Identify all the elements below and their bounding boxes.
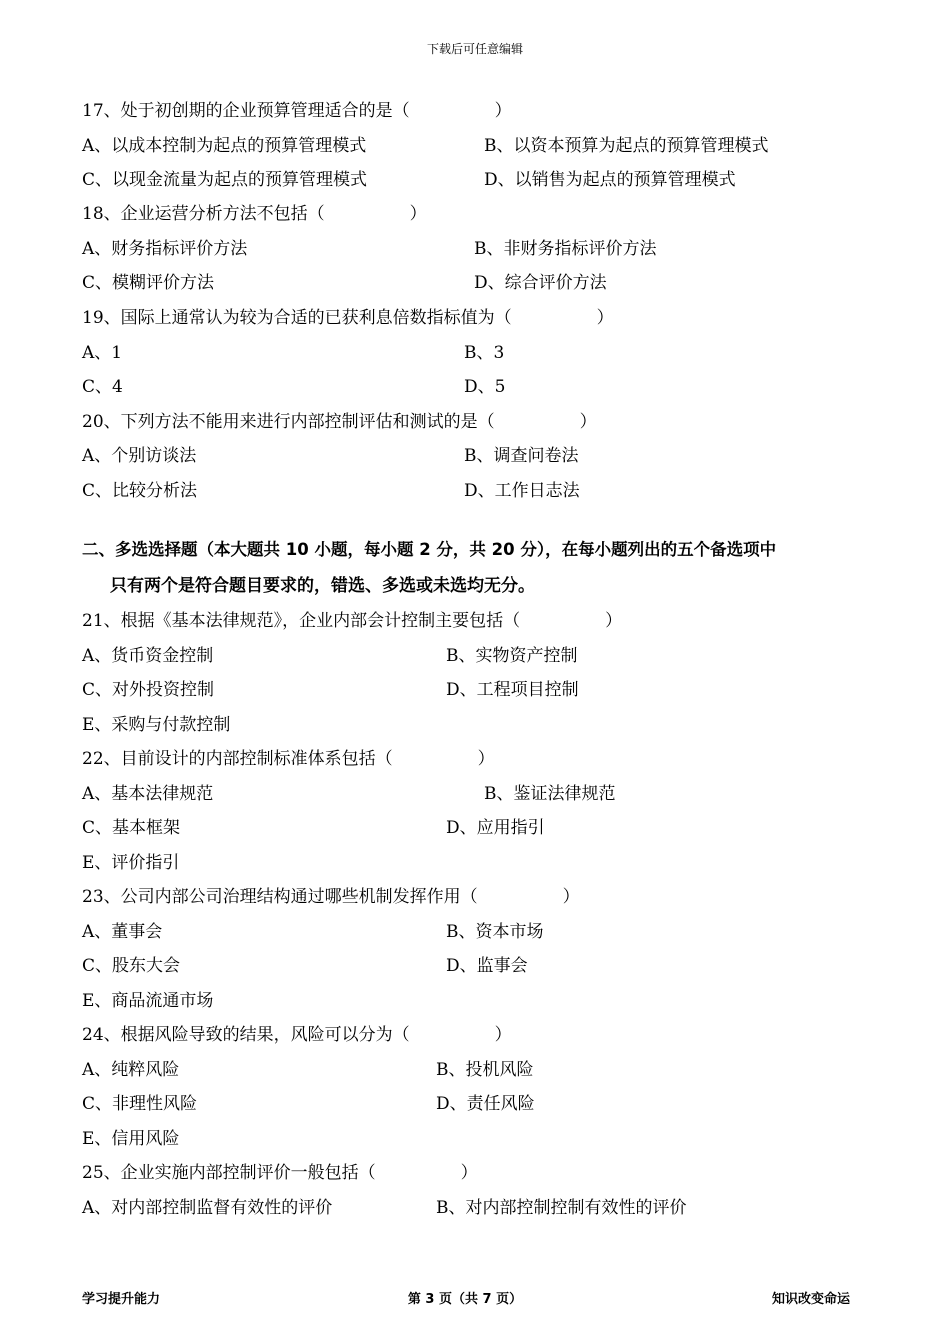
question-19-option-c: C、4 <box>82 377 123 397</box>
question-18-option-c: C、模糊评价方法 <box>82 273 215 293</box>
question-17-stem: 17、处于初创期的企业预算管理适合的是（ ） <box>82 101 512 121</box>
footer-page-number: 第 3 页（共 7 页） <box>407 1292 523 1307</box>
question-25-stem: 25、企业实施内部控制评价一般包括（ ） <box>82 1163 478 1183</box>
question-18-option-d: D、综合评价方法 <box>474 273 607 293</box>
question-19-stem: 19、国际上通常认为较为合适的已获利息倍数指标值为（ ） <box>82 308 614 328</box>
question-25-option-a: A、对内部控制监督有效性的评价 <box>82 1198 333 1218</box>
question-19-option-a: A、1 <box>82 343 123 363</box>
footer-right: 知识改变命运 <box>771 1292 850 1307</box>
question-18-stem: 18、企业运营分析方法不包括（ ） <box>82 204 427 224</box>
question-22-stem: 22、目前设计的内部控制标准体系包括（ ） <box>82 749 495 769</box>
question-23-option-a: A、董事会 <box>82 922 163 942</box>
question-21-option-c: C、对外投资控制 <box>82 680 215 700</box>
question-21-option-d: D、工程项目控制 <box>446 680 579 700</box>
question-22-option-e: E、评价指引 <box>82 853 180 873</box>
question-17-option-a: A、以成本控制为起点的预算管理模式 <box>82 136 367 156</box>
question-23-option-b: B、资本市场 <box>446 922 544 942</box>
question-22-option-b: B、鉴证法律规范 <box>484 784 616 804</box>
question-24-option-d: D、责任风险 <box>436 1094 535 1114</box>
question-17-option-c: C、以现金流量为起点的预算管理模式 <box>82 170 368 190</box>
question-20-stem: 20、下列方法不能用来进行内部控制评估和测试的是（ ） <box>82 412 597 432</box>
question-21-option-b: B、实物资产控制 <box>446 646 578 666</box>
question-22-option-c: C、基本框架 <box>82 818 181 838</box>
section-2-instructions: 只有两个是符合题目要求的，错选、多选或未选均无分。 <box>110 576 535 596</box>
question-23-option-c: C、股东大会 <box>82 956 181 976</box>
question-24-option-b: B、投机风险 <box>436 1060 534 1080</box>
question-24-option-c: C、非理性风险 <box>82 1094 198 1114</box>
question-24-option-e: E、信用风险 <box>82 1129 180 1149</box>
question-19-option-d: D、5 <box>464 377 506 397</box>
question-22-option-a: A、基本法律规范 <box>82 784 214 804</box>
section-2-heading: 二、多选选择题（本大题共 10 小题，每小题 2 分，共 20 分），在每小题列出的五个备选项中 <box>82 540 777 559</box>
question-24-stem: 24、根据风险导致的结果，风险可以分为（ ） <box>82 1025 512 1045</box>
question-21-stem: 21、根据《基本法律规范》，企业内部会计控制主要包括（ ） <box>82 611 623 631</box>
question-24-option-a: A、纯粹风险 <box>82 1060 180 1080</box>
question-25-option-b: B、对内部控制控制有效性的评价 <box>436 1198 687 1218</box>
question-19-option-b: B、3 <box>464 343 505 363</box>
question-20-option-a: A、个别访谈法 <box>82 446 197 466</box>
question-20-option-c: C、比较分析法 <box>82 481 198 501</box>
question-20-option-b: B、调查问卷法 <box>464 446 579 466</box>
question-17-option-d: D、以销售为起点的预算管理模式 <box>484 170 736 190</box>
question-17-option-b: B、以资本预算为起点的预算管理模式 <box>484 136 769 156</box>
question-23-option-e: E、商品流通市场 <box>82 991 214 1011</box>
question-23-stem: 23、公司内部公司治理结构通过哪些机制发挥作用（ ） <box>82 887 580 907</box>
question-23-option-d: D、监事会 <box>446 956 528 976</box>
question-22-option-d: D、应用指引 <box>446 818 545 838</box>
question-21-option-a: A、货币资金控制 <box>82 646 214 666</box>
question-20-option-d: D、工作日志法 <box>464 481 580 501</box>
question-21-option-e: E、采购与付款控制 <box>82 715 231 735</box>
footer-left: 学习提升能力 <box>82 1292 161 1307</box>
question-18-option-b: B、非财务指标评价方法 <box>474 239 657 259</box>
page-header: 下载后可任意编辑 <box>426 42 523 56</box>
question-18-option-a: A、财务指标评价方法 <box>82 239 248 259</box>
